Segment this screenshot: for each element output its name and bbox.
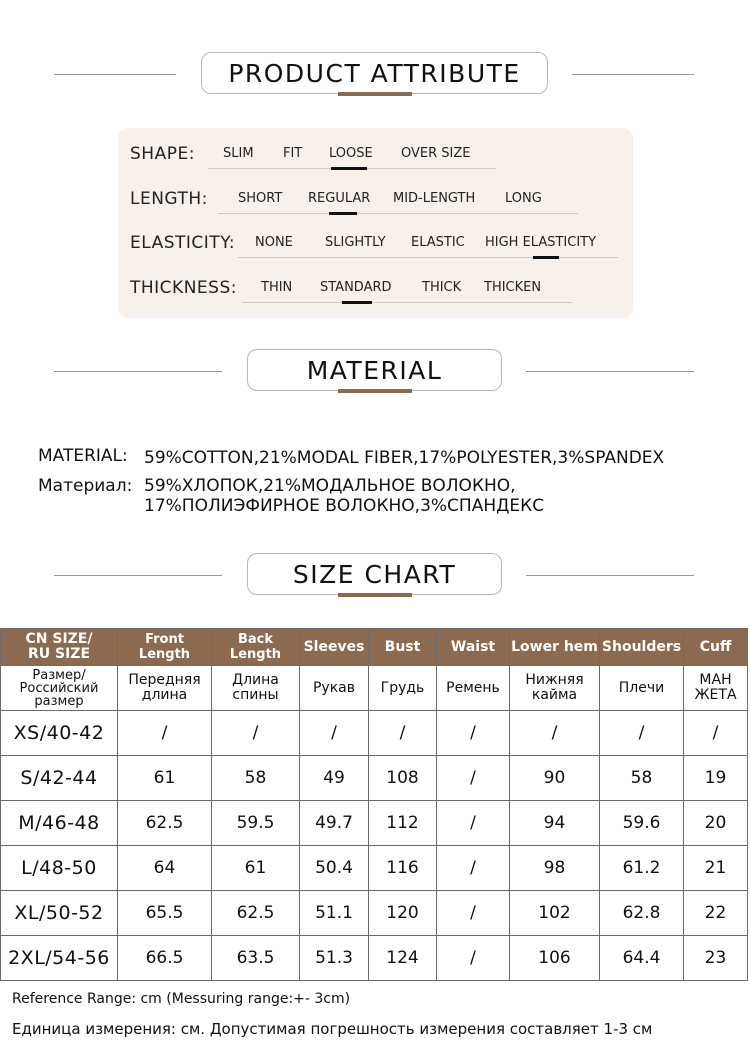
measurement-cell: / <box>437 801 510 846</box>
attribute-option-selected: LOOSE <box>329 146 373 161</box>
header-size-ru-line: размер <box>34 693 84 709</box>
selected-marker <box>342 301 372 304</box>
table-row <box>1 891 748 936</box>
measurement-cell: 112 <box>369 801 437 846</box>
measurement-cell: 49.7 <box>300 801 369 846</box>
measurement-cell: 61 <box>212 846 300 891</box>
heading-rule-left <box>54 74 176 75</box>
measurement-cell: 58 <box>212 756 300 801</box>
measurement-cell: 22 <box>684 891 748 936</box>
measurement-cell: 21 <box>684 846 748 891</box>
measurement-cell: 90 <box>510 756 600 801</box>
heading-rule-right <box>526 371 694 372</box>
header-row-en <box>1 629 748 666</box>
measurement-cell: 116 <box>369 846 437 891</box>
header-size <box>1 629 118 666</box>
header-lower-hem: Lower hem <box>510 629 600 666</box>
header-ru-line: ЖЕТА <box>694 687 737 703</box>
footnote-en: Reference Range: cm (Messuring range:+- 3cm) <box>12 991 351 1007</box>
product-attribute-heading <box>0 52 750 98</box>
header-ru-line: спины <box>232 687 279 703</box>
header-ru-line: МАН <box>699 672 732 688</box>
header-ru-back-length <box>212 666 300 711</box>
attribute-option-selected: HIGH ELASTICITY <box>485 235 597 250</box>
measurement-cell: 108 <box>369 756 437 801</box>
header-waist: Waist <box>437 629 510 666</box>
attribute-row-elasticity <box>118 231 633 261</box>
header-size-line: CN SIZE/ <box>25 631 93 647</box>
attribute-option: ELASTIC <box>411 235 465 250</box>
heading-rule-right <box>572 74 694 75</box>
measurement-cell: / <box>437 756 510 801</box>
measurement-cell: 61.2 <box>600 846 684 891</box>
header-ru-line: кайма <box>531 687 578 703</box>
measurement-cell: 64.4 <box>600 936 684 981</box>
attribute-option: LONG <box>505 191 542 206</box>
measurement-cell: / <box>437 846 510 891</box>
footnote-ru: Единица измерения: см. Допустимая погрешность измерения составляет 1-3 см <box>12 1020 653 1038</box>
measurement-cell: 106 <box>510 936 600 981</box>
material-title: MATERIAL <box>247 349 502 391</box>
heading-accent <box>338 92 412 96</box>
header-shoulders: Shoulders <box>600 629 684 666</box>
measurement-cell: 63.5 <box>212 936 300 981</box>
attribute-label: SHAPE: <box>130 144 195 164</box>
header-ru-cuff <box>684 666 748 711</box>
attribute-option: OVER SIZE <box>401 146 471 161</box>
attribute-panel <box>118 128 633 318</box>
material-label-en: MATERIAL: <box>38 446 128 466</box>
measurement-cell: / <box>600 711 684 756</box>
measurement-cell: / <box>300 711 369 756</box>
attribute-option: SLIGHTLY <box>325 235 386 250</box>
attribute-option: THICKEN <box>484 280 542 295</box>
heading-accent <box>338 389 412 393</box>
attribute-label: ELASTICITY: <box>130 233 236 253</box>
measurement-cell: / <box>212 711 300 756</box>
header-front-length: Front Length <box>118 629 212 666</box>
header-size-ru-line: Российский <box>19 680 99 696</box>
attribute-option: THICK <box>422 280 462 295</box>
measurement-cell: 59.6 <box>600 801 684 846</box>
material-heading <box>0 349 750 395</box>
measurement-cell: 102 <box>510 891 600 936</box>
measurement-cell: 94 <box>510 801 600 846</box>
size-chart-heading <box>0 553 750 599</box>
measurement-cell: 66.5 <box>118 936 212 981</box>
measurement-cell: 98 <box>510 846 600 891</box>
header-size-line: RU SIZE <box>27 646 91 662</box>
measurement-cell: 65.5 <box>118 891 212 936</box>
header-size-ru <box>1 666 118 711</box>
measurement-cell: / <box>118 711 212 756</box>
attribute-option: SLIM <box>223 146 254 161</box>
attribute-option: SHORT <box>238 191 283 206</box>
measurement-cell: 51.1 <box>300 891 369 936</box>
measurement-cell: 59.5 <box>212 801 300 846</box>
header-ru-sleeves <box>300 666 369 711</box>
header-cuff: Cuff <box>684 629 748 666</box>
heading-rule-right <box>526 575 694 576</box>
measurement-cell: / <box>369 711 437 756</box>
heading-rule-left <box>54 371 222 372</box>
attribute-option: NONE <box>255 235 293 250</box>
measurement-cell: / <box>437 936 510 981</box>
header-ru-front-length <box>118 666 212 711</box>
header-ru-lower-hem <box>510 666 600 711</box>
attribute-underline <box>238 257 618 258</box>
material-label-ru: Материал: <box>38 476 133 496</box>
size-chart-table <box>0 628 748 981</box>
table-row <box>1 936 748 981</box>
measurement-cell: 62.5 <box>212 891 300 936</box>
measurement-cell: 51.3 <box>300 936 369 981</box>
measurement-cell: 20 <box>684 801 748 846</box>
measurement-cell: 61 <box>118 756 212 801</box>
header-sleeves: Sleeves <box>300 629 369 666</box>
attribute-label: THICKNESS: <box>130 278 237 298</box>
selected-marker <box>329 212 357 215</box>
size-chart-title: SIZE CHART <box>247 553 502 595</box>
attribute-option-selected: STANDARD <box>320 280 392 295</box>
material-value-ru-line1: 59%ХЛОПОК,21%МОДАЛЬНОЕ ВОЛОКНО, <box>144 476 516 496</box>
header-ru-line: Нижняя <box>525 672 584 688</box>
size-cell: L/48-50 <box>1 846 118 891</box>
measurement-cell: 64 <box>118 846 212 891</box>
header-ru-shoulders <box>600 666 684 711</box>
table-row <box>1 756 748 801</box>
attribute-option: MID-LENGTH <box>393 191 476 206</box>
size-cell: XL/50-52 <box>1 891 118 936</box>
attribute-row-shape <box>118 142 633 172</box>
attribute-option-selected: REGULAR <box>308 191 371 206</box>
measurement-cell: 62.5 <box>118 801 212 846</box>
table-row <box>1 846 748 891</box>
table-row <box>1 801 748 846</box>
attribute-option: FIT <box>283 146 303 161</box>
material-value-en: 59%COTTON,21%MODAL FIBER,17%POLYESTER,3%SPANDEX <box>144 448 665 468</box>
product-attribute-title: PRODUCT ATTRIBUTE <box>201 52 548 94</box>
header-ru-line: Передняя <box>128 672 201 688</box>
selected-marker <box>533 256 559 259</box>
material-value-ru-line2: 17%ПОЛИЭФИРНОЕ ВОЛОКНО,3%СПАНДЕКС <box>144 496 545 516</box>
header-size-ru-line: Размер/ <box>32 667 86 683</box>
header-bust: Bust <box>369 629 437 666</box>
measurement-cell: 23 <box>684 936 748 981</box>
measurement-cell: / <box>684 711 748 756</box>
measurement-cell: / <box>437 891 510 936</box>
size-cell: M/46-48 <box>1 801 118 846</box>
header-ru-line: Плечи <box>618 679 665 696</box>
header-back-length: Back Length <box>212 629 300 666</box>
measurement-cell: 19 <box>684 756 748 801</box>
selected-marker <box>331 167 367 170</box>
attribute-underline <box>242 302 572 303</box>
measurement-cell: 58 <box>600 756 684 801</box>
size-cell: 2XL/54-56 <box>1 936 118 981</box>
measurement-cell: 124 <box>369 936 437 981</box>
measurement-cell: / <box>437 711 510 756</box>
header-ru-line: Рукав <box>312 679 355 696</box>
size-cell: XS/40-42 <box>1 711 118 756</box>
measurement-cell: 49 <box>300 756 369 801</box>
measurement-cell: 50.4 <box>300 846 369 891</box>
attribute-label: LENGTH: <box>130 189 208 209</box>
header-ru-line: длина <box>141 687 188 703</box>
heading-accent <box>338 593 412 597</box>
heading-rule-left <box>54 575 222 576</box>
header-ru-line: Грудь <box>380 679 425 696</box>
header-ru-line: Длина <box>232 672 279 688</box>
measurement-cell: 120 <box>369 891 437 936</box>
size-cell: S/42-44 <box>1 756 118 801</box>
table-row <box>1 711 748 756</box>
header-row-ru <box>1 666 748 711</box>
measurement-cell: / <box>510 711 600 756</box>
header-ru-waist <box>437 666 510 711</box>
header-ru-line: Ремень <box>446 679 500 696</box>
header-ru-bust <box>369 666 437 711</box>
attribute-row-length <box>118 187 633 217</box>
attribute-underline <box>218 213 578 214</box>
size-chart-body <box>1 711 748 981</box>
measurement-cell: 62.8 <box>600 891 684 936</box>
attribute-option: THIN <box>261 280 293 295</box>
attribute-row-thickness <box>118 276 633 306</box>
